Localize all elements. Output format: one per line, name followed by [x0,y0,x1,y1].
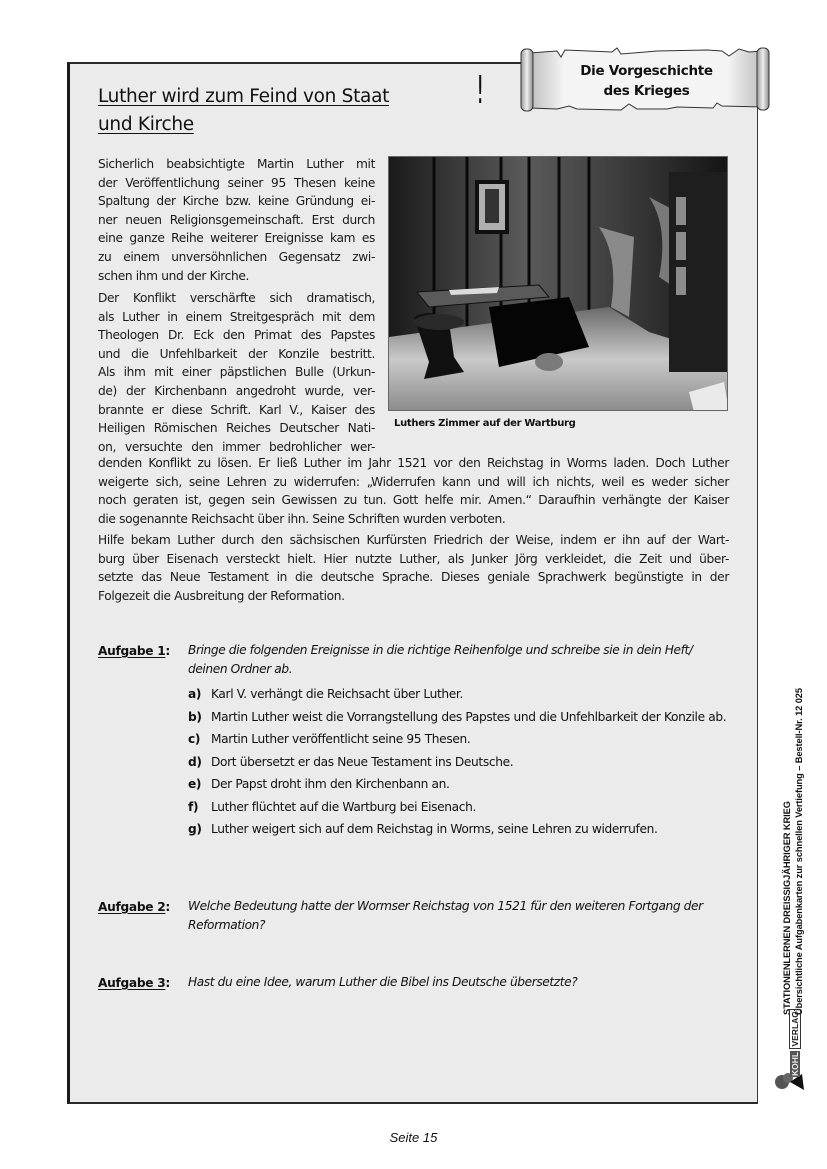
paragraph-conflict [98,289,375,456]
text-line: noch geraten ist, gegen sein Gewissen zu tun. Gott helfe mir. Amen.“ Daraufhin verhängte der Kaiser [98,493,729,508]
text-line: zu einem unversöhnlichen Gegensatz zwi- [98,249,375,264]
text-line: Spaltung der Kirche bzw. keine Gründung ei- [98,194,375,209]
text-line: ner neuen Religionsgemeinschaft. Erst durch [98,212,375,227]
text-line: weigerte sich, seine Lehren zu widerrufen: „Widerrufen kann und will ich nichts, weil es weder sicher [98,474,729,489]
publisher-logo [790,1009,800,1077]
list-item [188,798,728,816]
text-line: als Luther in einem Streitgespräch mit dem [98,309,375,324]
publisher-name-kohl: KOHL [790,1051,800,1076]
text-line: on, versuchte den immer bedrohlicher wer- [98,439,375,454]
item-marker: c) [188,732,201,746]
chapter-banner [517,45,772,115]
text-line: Theologen Dr. Eck den Primat des Papstes [98,328,375,343]
list-item [188,685,728,703]
text-line: schen ihm und der Kirche. [98,268,250,283]
publisher-name-verlag: VERLAG [790,1011,800,1047]
text-line: eine ganze Reihe weiterer Ereignisse kam es [98,231,375,246]
page-number: Seite 15 [389,1130,438,1145]
text-line: der Veröffentlichung seiner 95 Thesen keine [98,175,375,190]
item-text: Martin Luther veröffentlicht seine 95 Thesen. [211,732,471,746]
task-label-text: Aufgabe 3 [98,976,166,990]
text-line: und die Unfehlbarkeit der Konzile bestritt. [98,346,375,361]
photo-luthers-room [388,156,728,411]
text-line: Folgezeit die Ausbreitung der Reformation. [98,588,345,603]
paragraph-intro [98,155,375,285]
text-line: brannte er diese Schrift. Karl V., Kaiser des [98,402,375,417]
text-line: Hilfe bekam Luther durch den sächsischen Kurfürsten Friedrich der Weise, indem er ihn auf der Wart- [98,533,729,547]
sidebar-series-info [781,635,813,1015]
list-item [188,820,728,838]
list-item [188,730,728,748]
item-text: Luther flüchtet auf die Wartburg bei Eisenach. [211,799,477,814]
task-2-label: Aufgabe 2: [98,900,170,914]
task-1-label: Aufgabe 1: [98,644,170,658]
task-1-event-list [188,685,728,843]
paragraph-worms [98,454,729,528]
photo-caption: Luthers Zimmer auf der Wartburg [394,418,576,429]
item-marker: b) [188,709,202,724]
text-line: Sicherlich beabsichtigte Martin Luther mit [98,157,375,171]
task-3-label: Aufgabe 3: [98,976,170,990]
item-text: Martin Luther weist die Vorrangstellung des Papstes und die Unfehlbarkeit der Konzile ab. [211,709,727,724]
room-photo-image [389,157,728,411]
series-subtitle: Übersichtliche Aufgabenkarten zur schnellen Vertiefung – Bestell-Nr. 12 025 [794,688,804,1015]
list-item [188,775,728,793]
item-marker: g) [188,822,202,836]
item-marker: d) [188,754,202,769]
item-marker: e) [188,777,202,791]
text-line: Als ihm mit einer päpstlichen Bulle (Urkun- [98,365,375,380]
item-text: Dort übersetzt er das Neue Testament ins Deutsche. [211,754,514,769]
text-line: setzte das Neue Testament in die deutsche Sprache. Dieses geniale Sprachwerk begünstigte in der [98,570,729,585]
item-marker: f) [188,799,199,814]
page-title: Luther wird zum Feind von Staat und Kirche [98,86,390,135]
item-marker: a) [188,687,202,701]
banner-line-1: Die Vorgeschichte [580,63,713,79]
task-2-text: Welche Bedeutung hatte der Wormser Reichstag von 1521 für den weiteren Fortgang der Reformation? [188,899,703,932]
exclamation-icon: ! [476,68,485,112]
item-text: Der Papst droht ihm den Kirchenbann an. [211,777,450,791]
text-line: Der Konflikt verschärfte sich dramatisch, [98,291,375,305]
task-1-text: Bringe die folgenden Ereignisse in die richtige Reihenfolge und schreibe sie in dein Heft/ deinen Ordner ab. [188,643,693,676]
task-label-text: Aufgabe 2 [98,900,166,914]
list-item [188,753,728,771]
item-text: Luther weigert sich auf dem Reichstag in Worms, seine Lehren zu widerrufen. [211,822,658,836]
text-line: denden Konflikt zu lösen. Er ließ Luther im Jahr 1521 vor den Reichstag in Worms laden. Doch Luther [98,456,729,470]
task-3-text: Hast du eine Idee, warum Luther die Bibel ins Deutsche übersetzte? [188,975,578,989]
text-line: die sogenannte Reichsacht über ihn. Seine Schriften wurden verboten. [98,511,506,526]
series-title: STATIONENLERNEN DREISSIGJÄHRIGER KRIEG [782,801,792,1015]
text-line: burg über Eisenach versteckt hielt. Hier nutzte Luther, als Junker Jörg verkleidet, die Zeit und über- [98,551,729,566]
paragraph-wartburg [98,531,729,605]
banner-line-2: des Krieges [603,83,690,99]
list-item [188,708,728,726]
text-line: Heiligen Römischen Reiches Deutscher Nati- [98,421,375,436]
item-text: Karl V. verhängt die Reichsacht über Luther. [211,687,463,701]
text-line: de) der Kirchenbann angedroht wurde, ver- [98,383,375,398]
task-label-text: Aufgabe 1 [98,644,166,658]
